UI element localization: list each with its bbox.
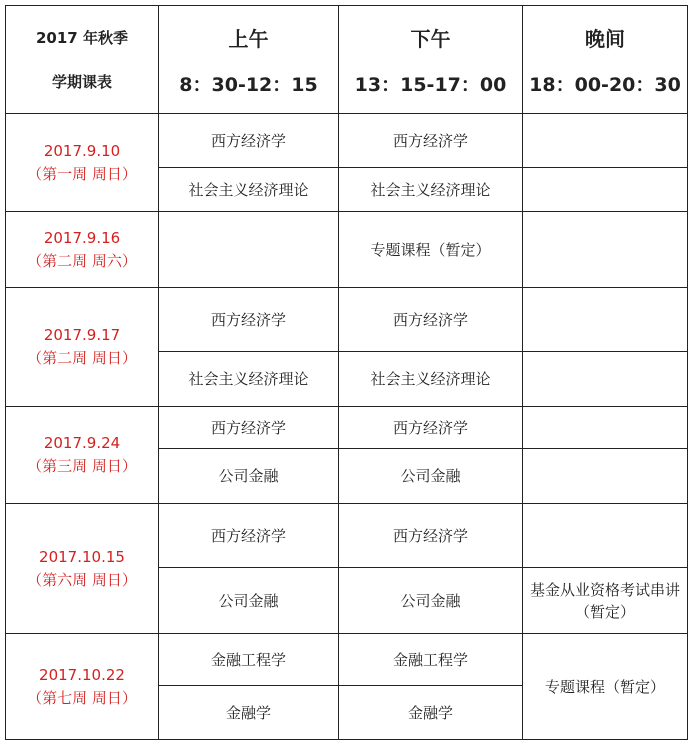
course-cell: 西方经济学 bbox=[159, 288, 339, 352]
course-cell: 社会主义经济理论 bbox=[159, 168, 339, 212]
table-row bbox=[6, 288, 688, 352]
course-cell: 金融工程学 bbox=[339, 634, 523, 686]
course-cell: 专题课程（暂定） bbox=[523, 634, 688, 740]
course-cell: 西方经济学 bbox=[339, 407, 523, 449]
table-row bbox=[6, 212, 688, 288]
table-title-line2: 学期课表 bbox=[51, 72, 112, 91]
course-cell: 公司金融 bbox=[159, 449, 339, 504]
course-cell bbox=[523, 288, 688, 352]
table-title-line1: 2017 年秋季 bbox=[36, 28, 128, 47]
table-row bbox=[6, 634, 688, 686]
date-text: 2017.9.10 bbox=[43, 141, 121, 160]
week-text: （第二周 周日） bbox=[27, 349, 137, 367]
evening-header bbox=[523, 6, 688, 114]
course-cell: 金融学 bbox=[339, 686, 523, 740]
header-row bbox=[6, 6, 688, 114]
course-cell: 西方经济学 bbox=[159, 407, 339, 449]
date-text: 2017.10.22 bbox=[39, 665, 125, 684]
date-text: 2017.9.24 bbox=[43, 434, 121, 452]
afternoon-header bbox=[339, 6, 523, 114]
course-cell bbox=[523, 504, 688, 568]
course-cell: 社会主义经济理论 bbox=[339, 352, 523, 407]
date-cell bbox=[6, 407, 159, 504]
afternoon-time: 13：15-17：00 bbox=[354, 73, 507, 96]
course-text: 基金从业资格考试串讲（暂定） bbox=[529, 580, 680, 621]
week-text: （第三周 周日） bbox=[27, 457, 137, 475]
course-cell: 金融工程学 bbox=[159, 634, 339, 686]
course-cell: 公司金融 bbox=[339, 449, 523, 504]
course-cell: 西方经济学 bbox=[339, 114, 523, 168]
date-cell bbox=[6, 288, 159, 407]
table-row bbox=[6, 407, 688, 449]
course-cell bbox=[523, 568, 688, 634]
course-cell: 西方经济学 bbox=[159, 114, 339, 168]
course-cell bbox=[523, 212, 688, 288]
course-cell: 西方经济学 bbox=[339, 288, 523, 352]
evening-time: 18：00-20：30 bbox=[529, 73, 681, 96]
schedule-table bbox=[5, 5, 688, 740]
course-cell bbox=[523, 168, 688, 212]
course-cell: 社会主义经济理论 bbox=[159, 352, 339, 407]
date-cell bbox=[6, 212, 159, 288]
table-title-cell bbox=[6, 6, 159, 114]
morning-header bbox=[159, 6, 339, 114]
date-cell bbox=[6, 114, 159, 212]
week-text: （第一周 周日） bbox=[27, 164, 137, 183]
week-text: （第六周 周日） bbox=[27, 570, 137, 589]
morning-time: 8：30-12：15 bbox=[179, 73, 318, 96]
date-text: 2017.9.17 bbox=[43, 326, 121, 344]
morning-label: 上午 bbox=[228, 26, 269, 51]
course-cell bbox=[523, 449, 688, 504]
week-text: （第七周 周日） bbox=[27, 688, 137, 707]
course-cell: 专题课程（暂定） bbox=[339, 212, 523, 288]
course-cell bbox=[523, 352, 688, 407]
date-cell bbox=[6, 504, 159, 634]
course-cell: 金融学 bbox=[159, 686, 339, 740]
course-cell bbox=[523, 114, 688, 168]
date-text: 2017.9.16 bbox=[43, 228, 121, 247]
course-cell bbox=[159, 212, 339, 288]
course-cell: 西方经济学 bbox=[159, 504, 339, 568]
week-text: （第二周 周六） bbox=[27, 251, 137, 270]
course-cell bbox=[523, 407, 688, 449]
date-text: 2017.10.15 bbox=[39, 547, 125, 566]
table-row bbox=[6, 504, 688, 568]
table-row bbox=[6, 114, 688, 168]
date-cell bbox=[6, 634, 159, 740]
course-cell: 西方经济学 bbox=[339, 504, 523, 568]
course-cell: 公司金融 bbox=[159, 568, 339, 634]
evening-label: 晚间 bbox=[585, 26, 625, 51]
afternoon-label: 下午 bbox=[410, 26, 451, 51]
course-cell: 公司金融 bbox=[339, 568, 523, 634]
course-cell: 社会主义经济理论 bbox=[339, 168, 523, 212]
